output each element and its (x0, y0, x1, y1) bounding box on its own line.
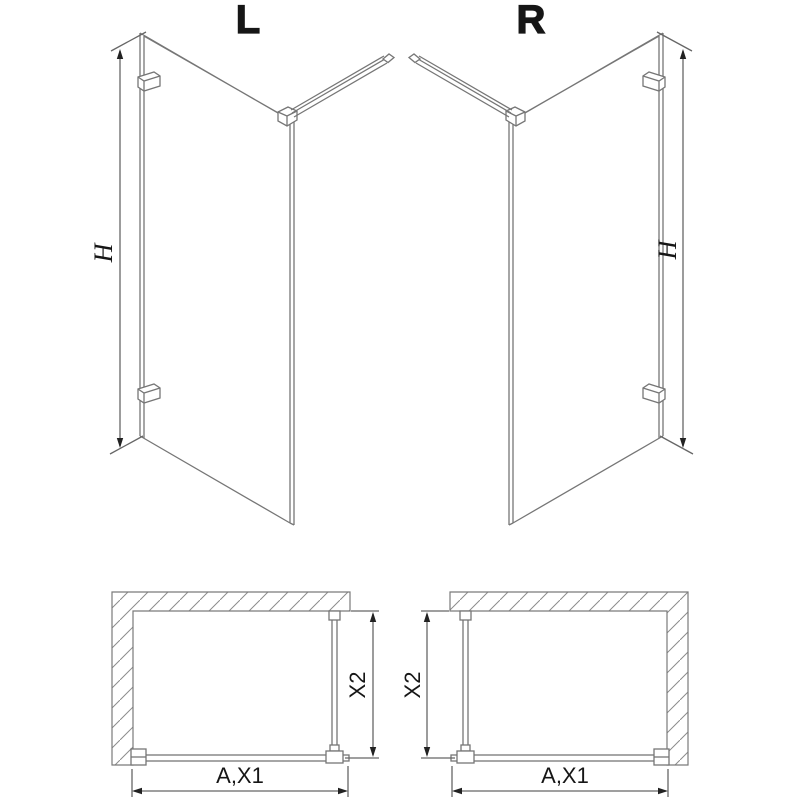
variant-title-left: L (235, 0, 261, 42)
variant-title-right: R (516, 0, 546, 42)
left-3d-view (110, 32, 394, 525)
width-dimension-label-left: A,X1 (216, 763, 264, 788)
height-dimension-label-left: H (89, 243, 118, 263)
left-plan-wall-section (112, 592, 350, 765)
right-3d-view (409, 32, 693, 525)
depth-dimension-label-right: X2 (400, 671, 425, 699)
width-dimension-label-right: A,X1 (541, 763, 589, 788)
right-plan-wall-section (450, 592, 688, 765)
depth-dimension-label-left: X2 (345, 671, 370, 699)
height-dimension-label-right: H (653, 240, 682, 260)
